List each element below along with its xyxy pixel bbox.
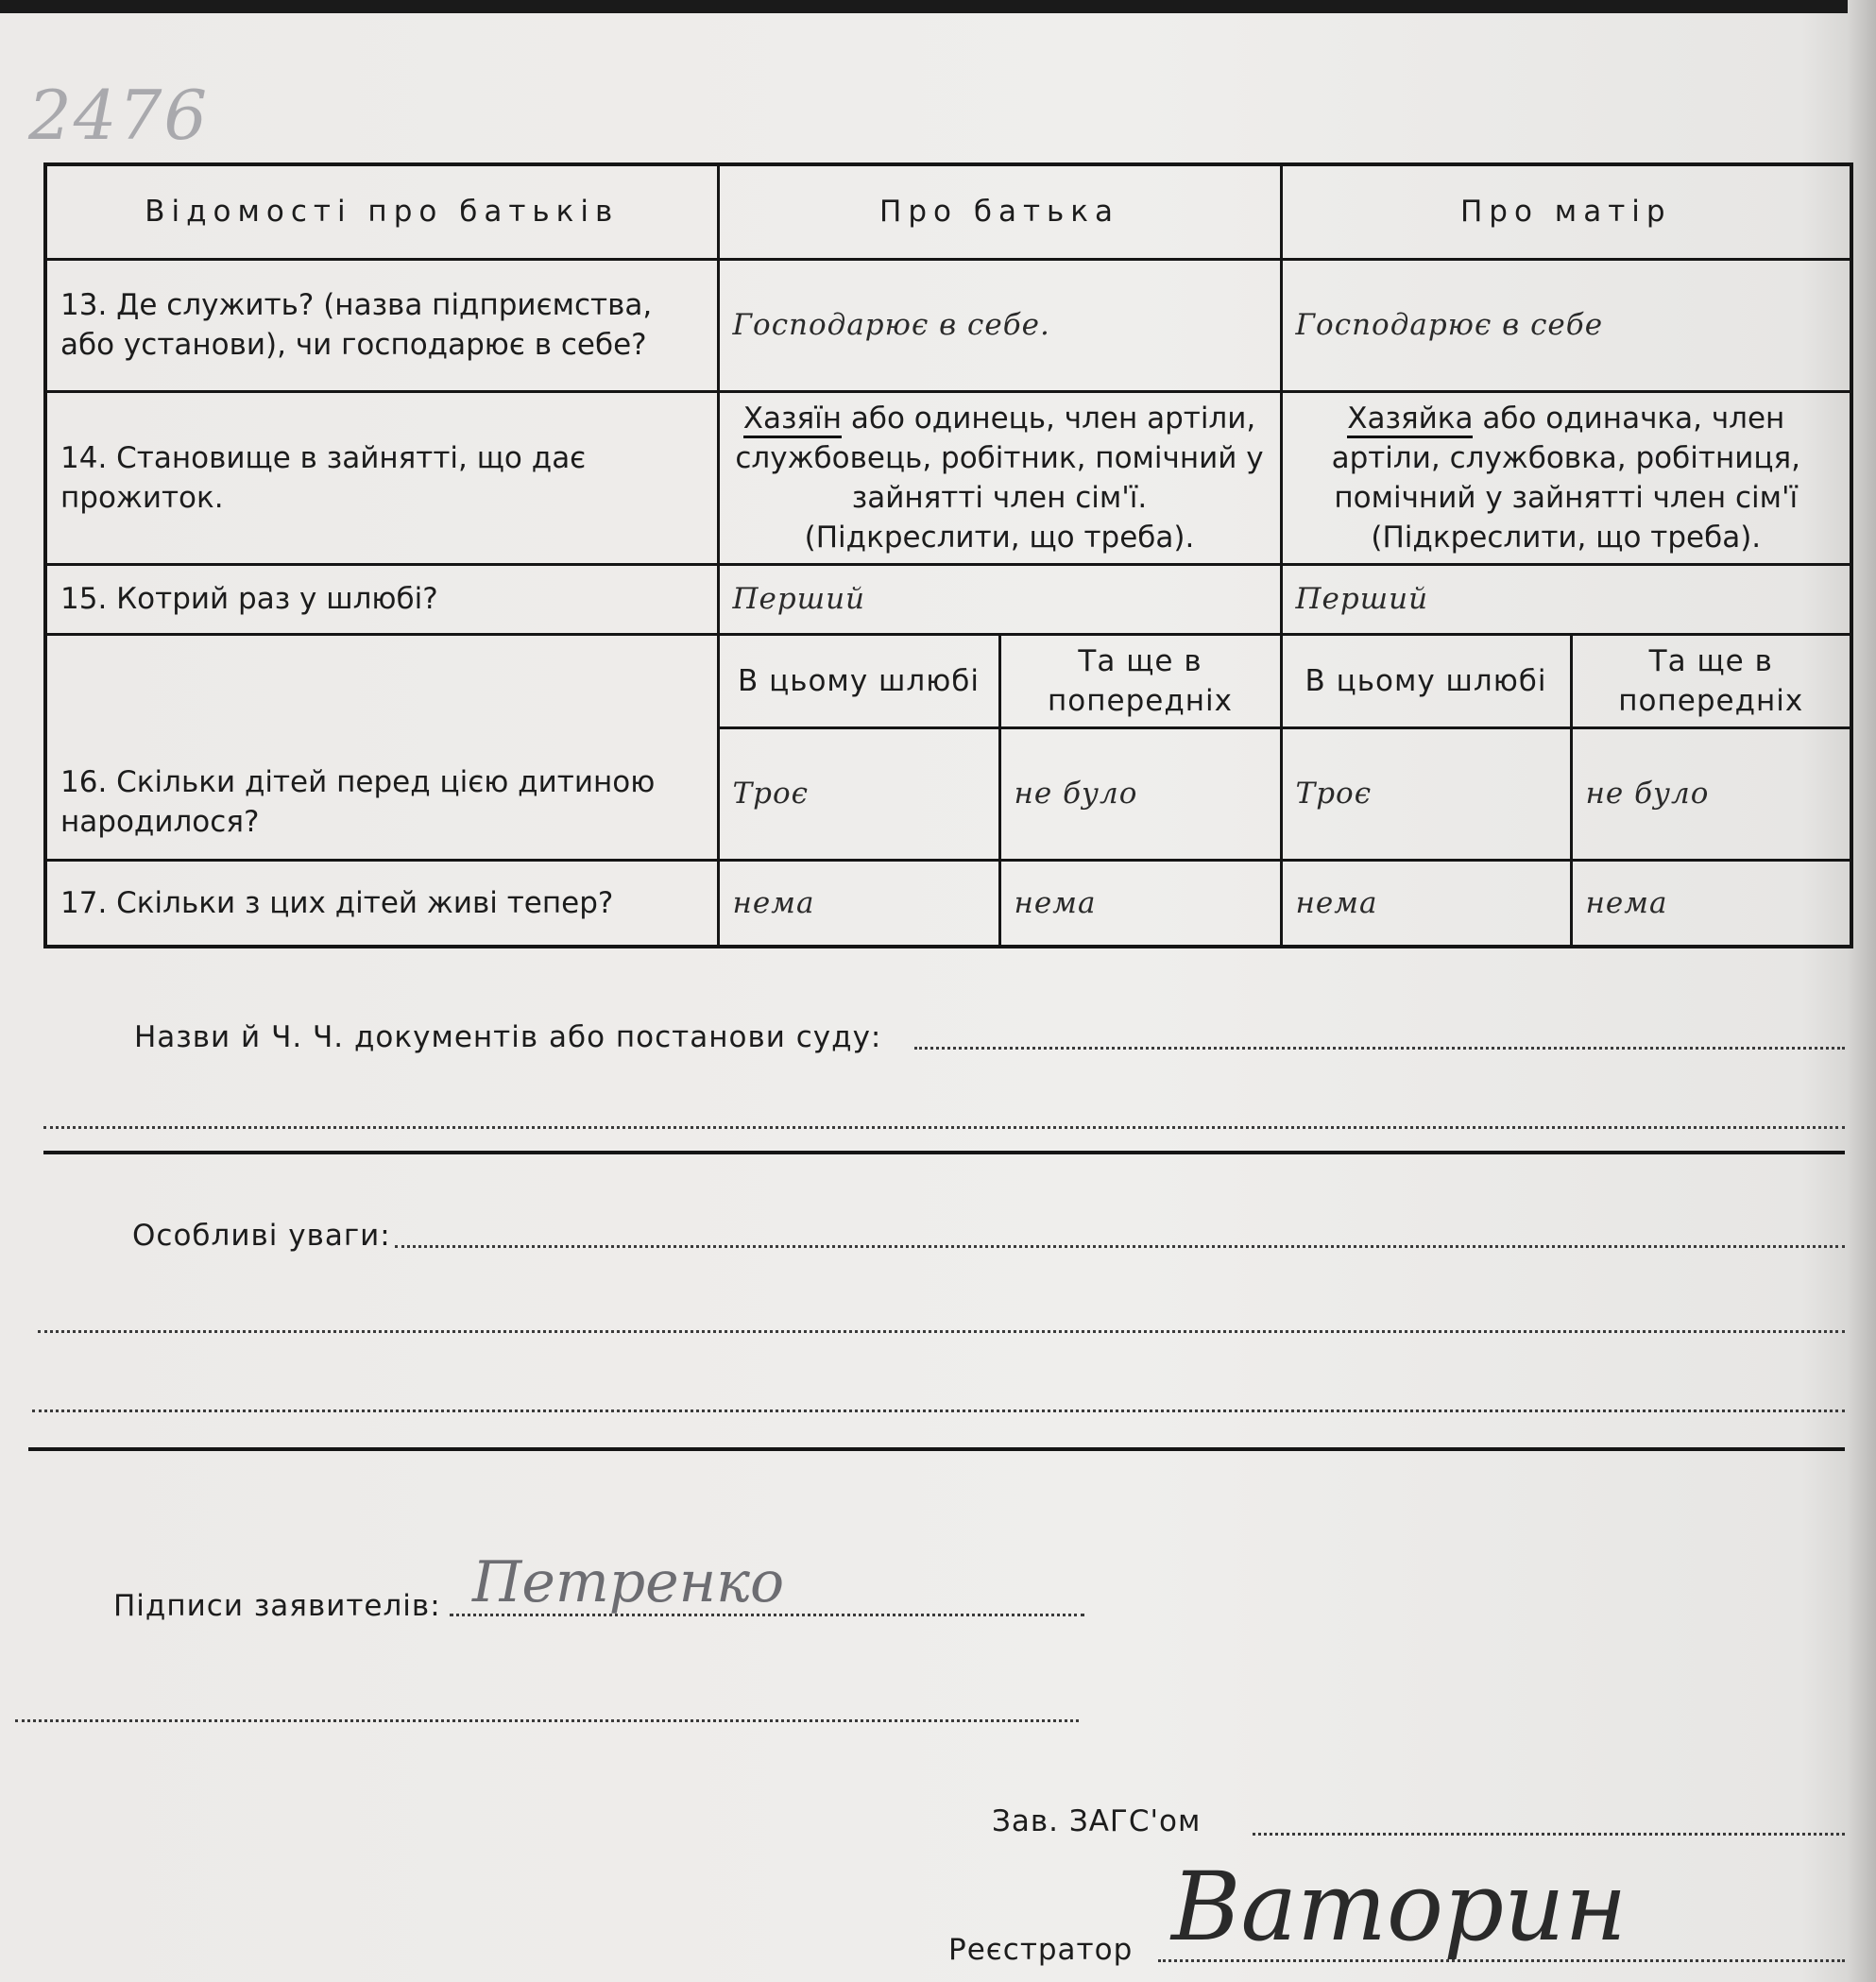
- q14-father-selected: Хазяїн: [743, 402, 842, 438]
- q16-label: 16. Скільки дітей перед цією дитиною народилося?: [45, 634, 718, 860]
- q13-mother-answer: Господарює в себе: [1281, 259, 1851, 391]
- q17-label: 17. Скільки з цих дітей живі тепер?: [45, 860, 718, 947]
- q14-father-options: [718, 391, 1281, 564]
- q14-label: 14. Становище в зайнятті, що дає прожиток.: [45, 391, 718, 564]
- parents-info-table: [43, 162, 1853, 948]
- scan-edge-top: [0, 0, 1876, 13]
- q16-mother-sub-prev: Та ще в попередніх: [1571, 634, 1851, 727]
- documents-line-1: [914, 1047, 1845, 1050]
- q16-mother-this-answer: Троє: [1281, 727, 1571, 860]
- signatures-line-1: [450, 1614, 1084, 1616]
- q15-father-answer: Перший: [718, 564, 1281, 634]
- q15-mother-answer: Перший: [1281, 564, 1851, 634]
- section-divider-1: [43, 1151, 1845, 1154]
- archive-number: 2476: [28, 76, 210, 155]
- q16-father-this-answer: Троє: [718, 727, 999, 860]
- section-divider-2: [28, 1447, 1845, 1451]
- remarks-line-1: [395, 1245, 1845, 1248]
- q17-father-this-answer: нема: [718, 860, 999, 947]
- remarks-label: Особливі уваги:: [132, 1219, 391, 1253]
- header-about-father: Про батька: [718, 164, 1281, 259]
- q14-father-option-list: або одинець, член артіли, службовець, робітник, помічний у зайнятті член сім'ї.: [735, 401, 1264, 515]
- header-parents-info: Відомості про батьків: [45, 164, 718, 259]
- documents-label: Назви й Ч. Ч. документів або постанови суду:: [134, 1020, 882, 1054]
- q16-father-sub-prev: Та ще в попередніх: [999, 634, 1281, 727]
- q16-father-prev-answer: не було: [999, 727, 1281, 860]
- q16-mother-sub-this: В цьому шлюбі: [1281, 634, 1571, 727]
- zags-line: [1253, 1833, 1845, 1836]
- q17-mother-this-answer: нема: [1281, 860, 1571, 947]
- q16-father-sub-this: В цьому шлюбі: [718, 634, 999, 727]
- q14-mother-option-list: або одиначка, член артіли, службовка, робітниця, помічний у зайнятті член сім'ї: [1331, 401, 1800, 515]
- signatures-label: Підписи заявителів:: [113, 1589, 441, 1623]
- registrar-label: Реєстратор: [948, 1933, 1134, 1967]
- remarks-line-2: [38, 1330, 1845, 1333]
- remarks-line-3: [32, 1410, 1845, 1412]
- q16-mother-prev-answer: не було: [1571, 727, 1851, 860]
- documents-line-2: [43, 1126, 1845, 1129]
- zags-head-label: Зав. ЗАГС'ом: [992, 1804, 1202, 1838]
- q14-father-note: (Підкреслити, що треба).: [804, 520, 1195, 555]
- q13-father-answer: Господарює в себе.: [718, 259, 1281, 391]
- q14-mother-note: (Підкреслити, що треба).: [1371, 520, 1762, 555]
- q17-mother-prev-answer: нема: [1571, 860, 1851, 947]
- header-about-mother: Про матір: [1281, 164, 1851, 259]
- q15-label: 15. Котрий раз у шлюбі?: [45, 564, 718, 634]
- q14-mother-selected: Хазяйка: [1347, 402, 1473, 438]
- signatures-line-2: [15, 1719, 1079, 1722]
- q13-label: 13. Де служить? (назва підприємства, або установи), чи господарює в себе?: [45, 259, 718, 391]
- q17-father-prev-answer: нема: [999, 860, 1281, 947]
- registrar-signature: Ваторин: [1171, 1852, 1628, 1962]
- q14-mother-options: [1281, 391, 1851, 564]
- registrar-line: [1158, 1959, 1845, 1962]
- applicant-signature: Петренко: [472, 1549, 785, 1615]
